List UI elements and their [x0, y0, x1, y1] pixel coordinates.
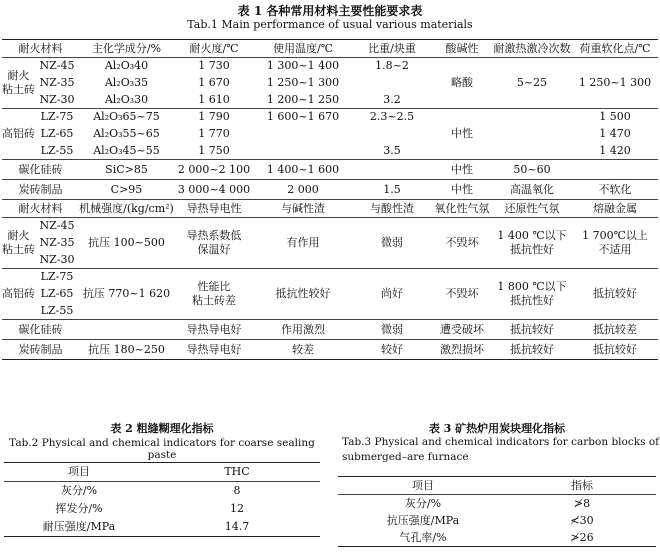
group-label: 高铝砖	[2, 109, 35, 160]
table-row	[4, 518, 320, 537]
header-cell: 比重/块重	[352, 40, 432, 58]
table-row	[2, 269, 658, 286]
header-cell: 主化学成分/%	[79, 40, 174, 58]
cell: NZ-45	[39, 219, 75, 233]
header-cell: 熔融金属	[572, 200, 658, 218]
header-cell: 氧化性气氛	[432, 200, 492, 218]
table1	[2, 39, 658, 360]
header-cell: 项目	[4, 463, 154, 482]
table-row	[2, 58, 658, 75]
cell: 中性	[432, 160, 492, 180]
cell	[352, 160, 432, 180]
group-label: 耐火 粘土砖	[2, 229, 35, 256]
cell: 1 400~1 600	[254, 160, 352, 180]
cell: LZ-65	[40, 287, 74, 301]
cell: Al₂O₃40	[104, 59, 149, 73]
cell: 抵抗较好	[572, 340, 658, 360]
cell: 挥发分/%	[55, 502, 103, 516]
cell: 1 200~1 250	[266, 92, 340, 106]
cell: 灰分/%	[60, 484, 98, 498]
header-cell: 酸碱性	[432, 40, 492, 58]
cell	[254, 126, 352, 143]
cell: 灰分/%	[404, 496, 442, 510]
cell: 50~60	[492, 160, 572, 180]
cell: Al₂O₃45~55	[93, 143, 160, 157]
cell: 导热系数低 保温好	[186, 229, 242, 256]
table3-caption-en-2: submerged–are furnace	[342, 451, 469, 463]
cell: 耐压强度/MPa	[42, 520, 116, 534]
table3-header-row	[338, 477, 656, 495]
cell: 气孔率/%	[399, 530, 447, 544]
header-cell: 与酸性渣	[352, 200, 432, 218]
cell: LZ-75	[35, 109, 79, 126]
cell: 1 800 ℃以下 抵抗性好	[492, 269, 572, 320]
cell: Al₂O₃35	[104, 76, 149, 90]
cell: 高温氧化	[492, 180, 572, 200]
cell: NZ-30	[39, 252, 75, 266]
cell: 导热导电好	[174, 340, 254, 360]
cell: 1 770	[198, 127, 230, 141]
cell: ≯8	[573, 496, 591, 510]
cell	[572, 160, 658, 180]
cell: 1 600~1 670	[254, 109, 352, 126]
cell: 1 300~1 400	[266, 59, 340, 73]
table1-header-row	[2, 40, 658, 58]
cell: 1 670	[198, 76, 230, 90]
cell: 2 000	[254, 180, 352, 200]
cell: 微弱	[352, 320, 432, 340]
cell: 1 750	[198, 143, 230, 157]
table-row	[2, 340, 658, 360]
cell: 1 250~1 300	[578, 76, 652, 90]
header-cell: THC	[154, 463, 320, 482]
cell: 抗压 180~250	[79, 340, 174, 360]
cell: 不软化	[572, 180, 658, 200]
cell: 抗压 770~1 620	[79, 269, 174, 320]
cell	[79, 320, 174, 340]
cell: 抵抗较好	[492, 340, 572, 360]
group-label: 耐火 粘土砖	[2, 69, 35, 96]
cell: NZ-45	[39, 59, 75, 73]
header-cell: 导热导电性	[174, 200, 254, 218]
table2-header-row	[4, 463, 320, 482]
header-cell: 项目	[338, 477, 508, 495]
cell: 抵抗较差	[572, 320, 658, 340]
table-row	[2, 180, 658, 200]
cell: 14.7	[224, 520, 250, 534]
cell: 1.8~2	[375, 59, 409, 73]
table3-caption-zh: 表 3 矿热炉用炭块理化指标	[428, 422, 566, 435]
cell: 1.5	[352, 180, 432, 200]
cell: 遭受破坏	[432, 320, 492, 340]
cell	[352, 126, 432, 143]
cell: 3.5	[383, 143, 401, 157]
header-cell: 耐火材料	[2, 200, 79, 218]
cell: LZ-55	[40, 303, 74, 317]
table2-caption-zh: 表 2 粗缝糊理化指标	[110, 422, 214, 435]
cell: 激烈损坏	[432, 340, 492, 360]
cell: 不毁坏	[445, 236, 479, 250]
header-cell: 与碱性渣	[254, 200, 352, 218]
cell: NZ-30	[39, 92, 75, 106]
cell: 2 000~2 100	[174, 160, 254, 180]
cell: 5~25	[516, 76, 548, 90]
cell: ≮30	[570, 513, 594, 527]
cell: 中性	[432, 109, 492, 160]
table1-caption-en: Tab.1 Main performance of usual various materials	[187, 18, 473, 31]
table-row	[338, 529, 656, 547]
cell: NZ-35	[39, 236, 75, 250]
cell: LZ-55	[40, 143, 74, 157]
cell: 8	[233, 484, 241, 498]
cell: NZ-35	[39, 76, 75, 90]
group-label: 高铝砖	[2, 269, 35, 320]
cell: 1 400 ℃以下 抵抗性好	[497, 229, 567, 256]
cell: 略酸	[451, 76, 473, 90]
header-cell: 还原性气氛	[492, 200, 572, 218]
cell: 有作用	[286, 236, 320, 250]
cell: 1 790	[174, 109, 254, 126]
header-cell: 指标	[508, 477, 656, 495]
cell: 抗压强度/MPa	[386, 513, 460, 527]
cell: Al₂O₃55~65	[93, 127, 160, 141]
cell: 3 000~4 000	[174, 180, 254, 200]
cell: 3.2	[383, 92, 401, 106]
cell: 1 250~1 300	[266, 76, 340, 90]
cell: 较差	[254, 340, 352, 360]
cell	[254, 143, 352, 160]
header-cell: 使用温度/℃	[254, 40, 352, 58]
cell	[492, 109, 572, 160]
table2-caption-en: Tab.2 Physical and chemical indicators for coarse sealing paste	[9, 437, 315, 461]
cell: 抗压 100~500	[88, 236, 165, 250]
cell	[352, 75, 432, 92]
cell: 性能比 粘土砖差	[174, 269, 254, 320]
table-row	[2, 320, 658, 340]
cell: 2.3~2.5	[352, 109, 432, 126]
cell: 1 610	[198, 92, 230, 106]
cell: 作用激烈	[254, 320, 352, 340]
table-row	[4, 482, 320, 501]
cell: LZ-65	[40, 127, 74, 141]
cell: 抵抗较好	[572, 269, 658, 320]
cell: 尚好	[352, 269, 432, 320]
cell: 1 500	[572, 109, 658, 126]
cell: C>95	[79, 180, 174, 200]
cell: 12	[230, 502, 244, 516]
header-cell: 机械强度/(kg/cm²)	[79, 200, 174, 218]
cell: 炭砖制品	[2, 340, 79, 360]
header-cell: 荷重软化点/℃	[572, 40, 658, 58]
cell: 炭砖制品	[2, 180, 79, 200]
table2	[4, 462, 320, 537]
cell: 碳化硅砖	[2, 320, 79, 340]
cell: 不毁坏	[432, 269, 492, 320]
cell: 较好	[352, 340, 432, 360]
table-row	[2, 109, 658, 126]
cell: SiC>85	[79, 160, 174, 180]
table1-caption-zh: 表 1 各种常用材料主要性能要求表	[237, 4, 423, 18]
cell: 1 730	[198, 59, 230, 73]
cell: 1 470	[599, 127, 631, 141]
header-cell: 耐激热激冷次数	[492, 40, 572, 58]
cell: 微弱	[381, 236, 403, 250]
cell: 中性	[432, 180, 492, 200]
cell: 碳化硅砖	[2, 160, 79, 180]
table-row	[4, 500, 320, 518]
cell: 抵抗性较好	[254, 269, 352, 320]
table3	[338, 476, 656, 547]
cell: 导热导电好	[174, 320, 254, 340]
cell: LZ-75	[35, 269, 79, 286]
table1-header-row-2	[2, 200, 658, 218]
cell: ≯26	[570, 530, 594, 544]
cell: 1 420	[599, 143, 631, 157]
cell: Al₂O₃65~75	[79, 109, 174, 126]
table-row	[2, 160, 658, 180]
table-row	[338, 495, 656, 513]
cell: Al₂O₃30	[104, 92, 149, 106]
header-cell: 耐火度/℃	[174, 40, 254, 58]
cell: 1 700℃以上 不适用	[582, 229, 648, 256]
header-cell: 耐火材料	[2, 40, 79, 58]
table3-caption-en: Tab.3 Physical and chemical indicators for carbon blocks of	[342, 436, 660, 448]
cell: 抵抗较好	[492, 320, 572, 340]
table-row	[338, 512, 656, 529]
table-row	[2, 218, 658, 235]
